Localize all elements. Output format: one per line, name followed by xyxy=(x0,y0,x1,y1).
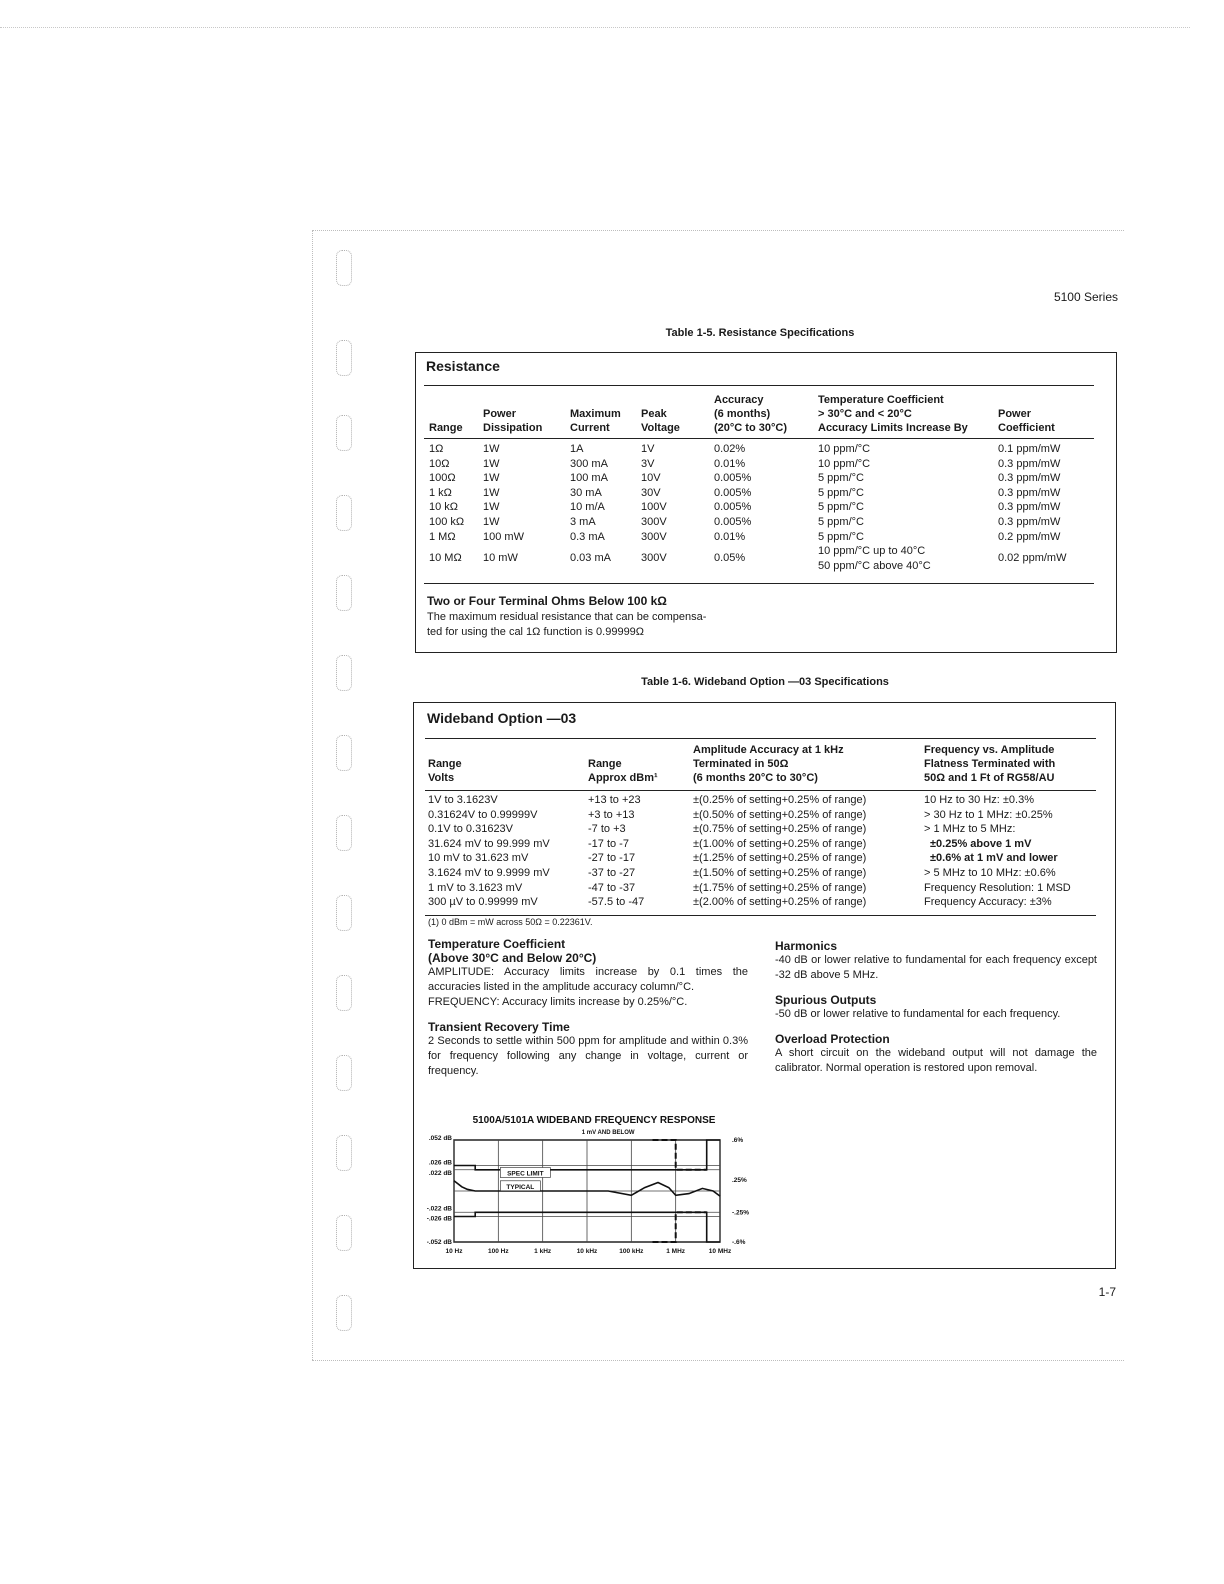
table-row xyxy=(429,530,1094,545)
table-cell: 5 ppm/°C xyxy=(818,472,864,485)
divider xyxy=(424,438,1094,439)
ohms-note-title: Two or Four Terminal Ohms Below 100 kΩ xyxy=(427,594,667,608)
right-notes-column xyxy=(775,939,1097,1076)
table-cell: 0.3 mA xyxy=(570,530,605,543)
note-title: Overload Protection xyxy=(775,1032,890,1046)
footnote: (1) 0 dBm = mW across 50Ω = 0.22361V. xyxy=(428,917,593,927)
binder-hole-icon xyxy=(336,340,352,376)
divider xyxy=(424,385,1094,386)
table-cell: 0.02 ppm/mW xyxy=(998,552,1067,565)
table-cell: +13 to +23 xyxy=(588,794,641,806)
note-body: A short circuit on the wideband output will not damage the calibrator. Normal operation is restored upon removal. xyxy=(775,1047,1097,1074)
table2-caption: Table 1-6. Wideband Option —03 Specifications xyxy=(641,676,889,688)
table-row xyxy=(428,822,1098,837)
table-cell: 100 mW xyxy=(483,530,524,543)
y-tick-label: .052 dB xyxy=(428,1135,452,1142)
page-border-bottom xyxy=(312,1360,1124,1361)
binder-hole-icon xyxy=(336,1055,352,1091)
y-right-tick-label: .6% xyxy=(732,1137,744,1144)
column-header: Amplitude Accuracy at 1 kHz Terminated in 50Ω (6 months 20°C to 30°C) xyxy=(693,744,844,784)
ohms-note-body: The maximum residual resistance that can be compensa- ted for using the cal 1Ω function is 0.99999Ω xyxy=(427,611,707,638)
wideband-title: Wideband Option —03 xyxy=(427,710,577,726)
table-row xyxy=(428,851,1098,866)
table-cell: 30V xyxy=(641,486,661,499)
table-cell: -27 to -17 xyxy=(588,852,636,865)
table-row xyxy=(429,471,1094,486)
table-cell: ±(1.75% of setting+0.25% of range) xyxy=(693,881,867,894)
table-cell: 1V xyxy=(641,443,655,455)
table-cell: 10 ppm/°C xyxy=(818,457,871,470)
y-tick-label: -.022 dB xyxy=(426,1205,452,1213)
note-title: Spurious Outputs xyxy=(775,993,877,1007)
resistance-table xyxy=(429,389,1094,573)
transient-recovery-note xyxy=(428,1020,748,1079)
table-cell: 10 mV to 31.623 mV xyxy=(428,852,529,865)
table-cell: 1 mV to 3.1623 mV xyxy=(428,881,523,894)
divider xyxy=(425,738,1096,739)
resistance-table-box xyxy=(415,352,1117,653)
table-cell: 300 µV to 0.99999 mV xyxy=(428,896,538,909)
table-cell: 100V xyxy=(641,501,667,514)
table-row xyxy=(429,486,1094,501)
binder-hole-icon xyxy=(336,250,352,286)
y-tick-label: .026 dB xyxy=(428,1159,452,1167)
overload-protection-note xyxy=(775,1032,1097,1076)
table-row xyxy=(428,808,1098,823)
binder-hole-icon xyxy=(336,1215,352,1251)
binder-hole-icon xyxy=(336,895,352,931)
column-header: Accuracy (6 months) (20°C to 30°C) xyxy=(714,394,787,434)
column-header: Frequency vs. Amplitude Flatness Terminated with 50Ω and 1 Ft of RG58/AU xyxy=(924,744,1056,784)
table-row xyxy=(428,785,1098,808)
chart-svg xyxy=(424,1112,764,1262)
table-cell: 10V xyxy=(641,472,661,485)
table-cell: 0.1 ppm/mW xyxy=(998,443,1061,455)
binder-hole-icon xyxy=(336,495,352,531)
table-cell: 1W xyxy=(483,457,500,470)
table-cell: 100 mA xyxy=(570,472,608,485)
y-tick-label: .022 dB xyxy=(428,1169,452,1177)
table-cell: 0.3 ppm/mW xyxy=(998,457,1061,470)
table-cell: 1 kΩ xyxy=(429,486,452,499)
binder-hole-icon xyxy=(336,1135,352,1171)
table-cell: Frequency Accuracy: ±3% xyxy=(924,896,1052,909)
table-cell: 1W xyxy=(483,443,500,455)
table-cell: ±(0.50% of setting+0.25% of range) xyxy=(693,808,867,821)
table-cell: ±(2.00% of setting+0.25% of range) xyxy=(693,896,867,909)
page-border-left xyxy=(312,230,313,1360)
binder-hole-icon xyxy=(336,415,352,451)
table-cell: 0.005% xyxy=(714,515,752,528)
table-cell: 0.005% xyxy=(714,486,752,499)
wideband-table xyxy=(428,741,1098,910)
table-cell: 10Ω xyxy=(429,457,450,470)
table-cell: ±0.6% at 1 mV and lower xyxy=(930,852,1058,865)
table-cell: 0.01% xyxy=(714,457,746,470)
x-tick-label: 10 kHz xyxy=(576,1248,598,1255)
table-cell: 10 ppm/°C xyxy=(818,443,871,455)
column-header: Peak Voltage xyxy=(641,408,680,434)
table-cell: +3 to +13 xyxy=(588,808,635,821)
table-cell: 10 Hz to 30 Hz: ±0.3% xyxy=(924,794,1034,806)
y-tick-label: -.052 dB xyxy=(426,1239,452,1246)
table-cell: 0.3 ppm/mW xyxy=(998,501,1061,514)
page-border-top xyxy=(312,230,1124,231)
annotation-label: 1 mV AND BELOW xyxy=(581,1130,635,1136)
table-cell: 300V xyxy=(641,515,667,528)
table-cell: -37 to -27 xyxy=(588,866,636,879)
table-row xyxy=(428,881,1098,896)
frequency-response-chart xyxy=(424,1112,764,1262)
scan-edge-line xyxy=(0,27,1190,28)
note-body: -50 dB or lower relative to fundamental for each frequency. xyxy=(775,1008,1061,1020)
table-cell: 5 ppm/°C xyxy=(818,515,864,528)
table-cell: 300V xyxy=(641,552,667,565)
table-cell: 1 MΩ xyxy=(429,530,456,543)
table-row xyxy=(429,515,1094,530)
table-cell: 3 mA xyxy=(570,515,596,528)
table-cell: 1W xyxy=(483,472,500,485)
column-header: Range xyxy=(429,422,463,434)
binder-hole-icon xyxy=(336,575,352,611)
table-cell: 0.3 ppm/mW xyxy=(998,486,1061,499)
table-cell: 100Ω xyxy=(429,472,456,485)
table-cell: 5 ppm/°C xyxy=(818,486,864,499)
chart-labels xyxy=(427,1130,749,1255)
table-cell: > 30 Hz to 1 MHz: ±0.25% xyxy=(924,808,1053,821)
x-tick-label: 10 Hz xyxy=(445,1248,463,1255)
note-body: -40 dB or lower relative to fundamental for each frequency except -32 dB above 5 MHz. xyxy=(775,954,1097,981)
table-cell: -17 to -7 xyxy=(588,837,629,850)
table-cell: 0.005% xyxy=(714,472,752,485)
binder-hole-icon xyxy=(336,815,352,851)
table-cell: 5 ppm/°C xyxy=(818,501,864,514)
column-header: Range Volts xyxy=(428,758,462,784)
annotation-label: TYPICAL xyxy=(506,1183,535,1191)
table-row xyxy=(428,895,1098,910)
note-title: Temperature Coefficient (Above 30°C and Below 20°C) xyxy=(428,937,597,965)
divider xyxy=(425,915,1096,916)
column-header: Power Coefficient xyxy=(998,408,1055,434)
table-cell: ±(0.25% of setting+0.25% of range) xyxy=(693,794,867,806)
table-cell: 3V xyxy=(641,457,655,470)
column-header: Power Dissipation xyxy=(483,408,543,434)
table-cell: 0.2 ppm/mW xyxy=(998,530,1061,543)
table-cell: 0.005% xyxy=(714,501,752,514)
temperature-coefficient-note xyxy=(428,937,748,1010)
table-cell: 1W xyxy=(483,501,500,514)
table-cell: 10 MΩ xyxy=(429,552,462,565)
table-cell: 0.31624V to 0.99999V xyxy=(428,808,538,821)
table-cell: 1V to 3.1623V xyxy=(428,794,498,806)
table-cell: 0.1V to 0.31623V xyxy=(428,823,514,836)
table-cell: > 5 MHz to 10 MHz: ±0.6% xyxy=(924,866,1056,879)
y-right-tick-label: .25% xyxy=(732,1176,747,1184)
table-cell: ±(1.00% of setting+0.25% of range) xyxy=(693,837,867,850)
note-body: AMPLITUDE: Accuracy limits increase by 0.1 times the accuracies listed in the amplitude accuracy column/°C. FREQUENCY: Accuracy limits increase by 0.25%/°C. xyxy=(428,966,748,1008)
note-body: 2 Seconds to settle within 500 ppm for amplitude and within 0.3% for frequency following any change in voltage, current or frequency. xyxy=(428,1035,748,1077)
binder-hole-icon xyxy=(336,1295,352,1331)
column-header: Temperature Coefficient > 30°C and < 20°C Accuracy Limits Increase By xyxy=(818,394,968,434)
x-tick-label: 1 kHz xyxy=(534,1248,552,1255)
page-number: 1-7 xyxy=(1098,1285,1116,1299)
chart-title: 5100A/5101A WIDEBAND FREQUENCY RESPONSE xyxy=(472,1115,716,1126)
table-cell: 300 mA xyxy=(570,457,608,470)
table-cell: 0.02% xyxy=(714,443,746,455)
table-cell: > 1 MHz to 5 MHz: xyxy=(924,823,1016,836)
series-header: 5100 Series xyxy=(1053,290,1118,304)
table-cell: 0.01% xyxy=(714,530,746,543)
table-cell: ±(1.25% of setting+0.25% of range) xyxy=(693,852,867,865)
table-header-row xyxy=(429,389,1094,435)
table-cell: 100 kΩ xyxy=(429,515,465,528)
table-cell: 10 ppm/°C up to 40°C 50 ppm/°C above 40°C xyxy=(818,545,931,572)
x-tick-label: 10 MHz xyxy=(708,1248,732,1255)
divider xyxy=(424,583,1094,584)
column-header: Maximum Current xyxy=(570,408,621,434)
table-cell: 3.1624 mV to 9.9999 mV xyxy=(428,866,550,879)
table-cell: 1A xyxy=(570,443,584,455)
column-header: Range Approx dBm¹ xyxy=(588,758,658,784)
table-cell: Frequency Resolution: 1 MSD xyxy=(924,881,1071,894)
table-cell: 31.624 mV to 99.999 mV xyxy=(428,837,550,850)
table-cell: 1Ω xyxy=(429,443,444,455)
table-cell: 0.03 mA xyxy=(570,552,611,565)
table-cell: 1W xyxy=(483,515,500,528)
table-cell: 1W xyxy=(483,486,500,499)
divider xyxy=(425,790,1096,791)
table-cell: 0.05% xyxy=(714,552,746,565)
binder-hole-icon xyxy=(336,655,352,691)
note-title: Transient Recovery Time xyxy=(428,1020,570,1034)
spurious-outputs-note xyxy=(775,993,1097,1022)
annotation-label: SPEC LIMIT xyxy=(507,1170,544,1178)
y-right-tick-label: -.25% xyxy=(732,1209,749,1217)
note-title: Harmonics xyxy=(775,939,838,953)
table-row xyxy=(429,457,1094,472)
table-cell: -47 to -37 xyxy=(588,881,636,894)
table-cell: 0.3 ppm/mW xyxy=(998,515,1061,528)
table-row xyxy=(429,500,1094,515)
table-row xyxy=(428,837,1098,852)
table-cell: -7 to +3 xyxy=(588,823,626,836)
left-notes-column xyxy=(428,937,748,1079)
table-header-row xyxy=(428,741,1098,785)
resistance-title: Resistance xyxy=(426,358,500,374)
table-cell: 0.3 ppm/mW xyxy=(998,472,1061,485)
table-cell: 10 kΩ xyxy=(429,501,459,514)
table1-caption: Table 1-5. Resistance Specifications xyxy=(665,327,855,339)
x-tick-label: 100 kHz xyxy=(619,1248,644,1255)
binder-hole-icon xyxy=(336,975,352,1011)
table-cell: -57.5 to -47 xyxy=(588,896,645,909)
y-right-tick-label: -.6% xyxy=(732,1239,746,1246)
table-cell: ±0.25% above 1 mV xyxy=(930,837,1032,850)
table-row xyxy=(429,544,1094,573)
table-cell: 10 m/A xyxy=(570,501,605,514)
table-cell: 30 mA xyxy=(570,486,602,499)
table-cell: 5 ppm/°C xyxy=(818,530,864,543)
table-row xyxy=(428,866,1098,881)
table-cell: 300V xyxy=(641,530,667,543)
table-cell: ±(0.75% of setting+0.25% of range) xyxy=(693,823,867,836)
x-tick-label: 1 MHz xyxy=(666,1248,686,1255)
table-cell: 10 mW xyxy=(483,552,518,565)
y-tick-label: -.026 dB xyxy=(426,1215,452,1223)
x-tick-label: 100 Hz xyxy=(488,1248,509,1255)
table-cell: ±(1.50% of setting+0.25% of range) xyxy=(693,866,867,879)
harmonics-note xyxy=(775,939,1097,983)
binder-hole-icon xyxy=(336,735,352,771)
